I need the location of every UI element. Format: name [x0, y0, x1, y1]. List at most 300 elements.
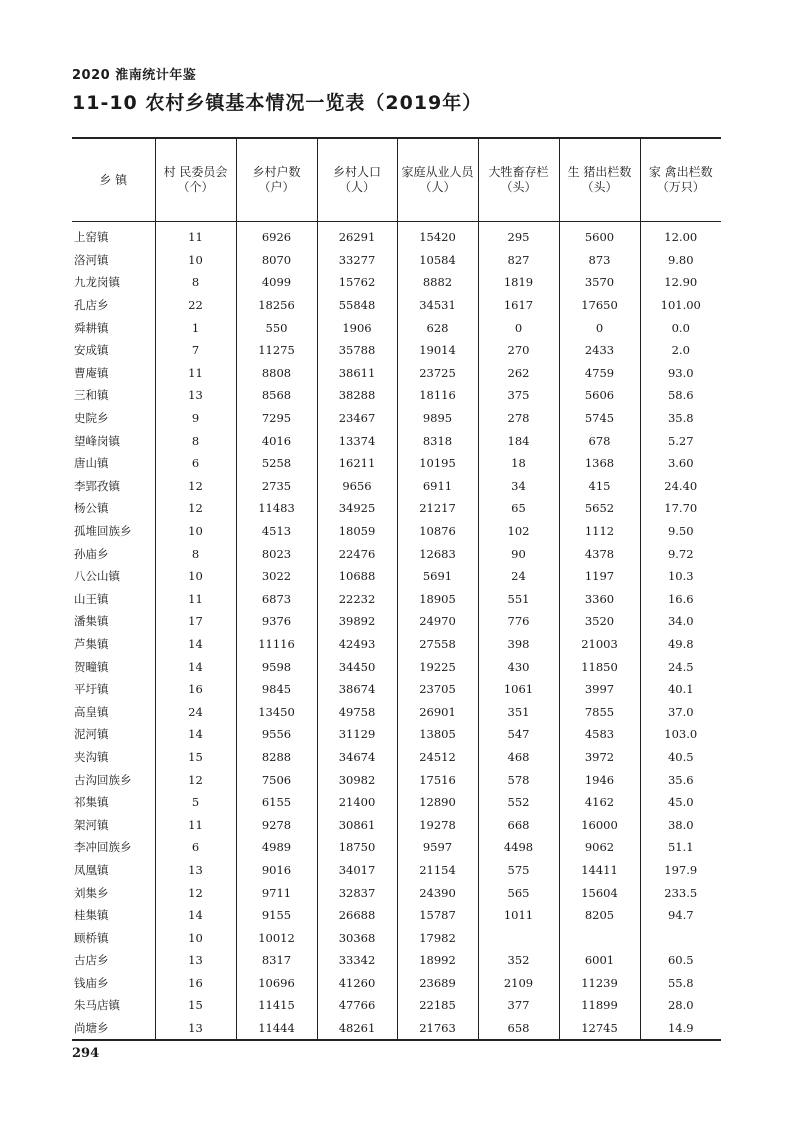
table-cell: 12 — [155, 475, 236, 498]
table-row — [72, 316, 721, 339]
table-cell: 30861 — [317, 813, 397, 836]
running-head: 2020 淮南统计年鉴 — [72, 68, 197, 83]
table-cell: 4099 — [236, 271, 317, 294]
table-cell: 24.5 — [640, 655, 721, 678]
table-cell: 11850 — [559, 655, 640, 678]
table-cell: 11899 — [559, 994, 640, 1017]
township-name-cell: 尚塘乡 — [74, 1021, 109, 1036]
table-cell: 23705 — [397, 678, 478, 701]
table-cell: 13 — [155, 859, 236, 882]
township-name-cell: 安成镇 — [74, 343, 109, 358]
table-body — [72, 222, 721, 1041]
table-cell: 468 — [478, 746, 559, 769]
table-cell: 1819 — [478, 271, 559, 294]
township-name-cell: 古店乡 — [74, 953, 109, 968]
table-cell: 15787 — [397, 904, 478, 927]
table-row — [72, 497, 721, 520]
table-cell: 42493 — [317, 633, 397, 656]
table-cell: 16 — [155, 972, 236, 995]
table-cell: 26688 — [317, 904, 397, 927]
table-cell: 377 — [478, 994, 559, 1017]
township-name-cell: 三和镇 — [74, 388, 109, 403]
table-cell: 8808 — [236, 362, 317, 385]
table-cell: 21003 — [559, 633, 640, 656]
table-cell: 19225 — [397, 655, 478, 678]
table-cell: 11444 — [236, 1017, 317, 1041]
table-cell: 10696 — [236, 972, 317, 995]
table-cell: 35.6 — [640, 768, 721, 791]
table-cell: 0 — [559, 316, 640, 339]
table-cell: 1617 — [478, 294, 559, 317]
township-name-cell: 上窑镇 — [74, 230, 109, 245]
township-name-cell: 舜耕镇 — [74, 320, 109, 335]
table-cell: 60.5 — [640, 949, 721, 972]
page-number: 294 — [72, 1046, 100, 1061]
table-row — [72, 384, 721, 407]
table-cell: 30982 — [317, 768, 397, 791]
table-cell: 9062 — [559, 836, 640, 859]
table-cell: 552 — [478, 791, 559, 814]
table-row — [72, 407, 721, 430]
table-cell: 18905 — [397, 588, 478, 611]
table-cell: 51.1 — [640, 836, 721, 859]
table-cell: 41260 — [317, 972, 397, 995]
table-cell: 8 — [155, 542, 236, 565]
table-cell: 270 — [478, 339, 559, 362]
township-name-cell: 孙庙乡 — [74, 546, 109, 561]
table-cell: 8205 — [559, 904, 640, 927]
table-cell: 4378 — [559, 542, 640, 565]
table-cell: 3570 — [559, 271, 640, 294]
table-cell: 47766 — [317, 994, 397, 1017]
table-cell: 13 — [155, 949, 236, 972]
table-cell: 21154 — [397, 859, 478, 882]
table-cell: 1197 — [559, 565, 640, 588]
township-name-cell: 李冲回族乡 — [74, 840, 132, 855]
table-cell: 22185 — [397, 994, 478, 1017]
township-name-cell: 八公山镇 — [74, 569, 120, 584]
table-row — [72, 565, 721, 588]
table-cell: 6926 — [236, 222, 317, 249]
table-cell: 21763 — [397, 1017, 478, 1041]
table-cell: 578 — [478, 768, 559, 791]
table-cell: 11415 — [236, 994, 317, 1017]
table-cell: 1906 — [317, 316, 397, 339]
table-cell: 16.6 — [640, 588, 721, 611]
table-cell: 5600 — [559, 222, 640, 249]
table-cell: 45.0 — [640, 791, 721, 814]
table-row — [72, 949, 721, 972]
table-cell: 34017 — [317, 859, 397, 882]
table-cell: 65 — [478, 497, 559, 520]
table-cell: 34450 — [317, 655, 397, 678]
table-cell: 103.0 — [640, 723, 721, 746]
table-row — [72, 542, 721, 565]
table-row — [72, 633, 721, 656]
table-cell: 11116 — [236, 633, 317, 656]
table-cell: 9.80 — [640, 249, 721, 272]
table-cell: 1061 — [478, 678, 559, 701]
table-row — [72, 904, 721, 927]
table-cell: 11483 — [236, 497, 317, 520]
table-cell: 10 — [155, 565, 236, 588]
table-row — [72, 588, 721, 611]
table-cell: 40.5 — [640, 746, 721, 769]
township-name-cell: 李郢孜镇 — [74, 478, 120, 493]
table-cell: 575 — [478, 859, 559, 882]
table-header-row — [72, 138, 721, 222]
table-cell: 1 — [155, 316, 236, 339]
table-row — [72, 1017, 721, 1041]
table-row — [72, 610, 721, 633]
table-row — [72, 655, 721, 678]
table-cell: 13805 — [397, 723, 478, 746]
table-cell: 94.7 — [640, 904, 721, 927]
table-cell: 11 — [155, 222, 236, 249]
township-name-cell: 桂集镇 — [74, 908, 109, 923]
table-cell: 5652 — [559, 497, 640, 520]
table-cell: 9711 — [236, 881, 317, 904]
table-row — [72, 475, 721, 498]
table-cell: 827 — [478, 249, 559, 272]
table-row — [72, 746, 721, 769]
table-cell: 34925 — [317, 497, 397, 520]
township-name-cell: 平圩镇 — [74, 682, 109, 697]
township-name-cell: 凤凰镇 — [74, 862, 109, 877]
table-cell: 8 — [155, 271, 236, 294]
table-cell: 14 — [155, 655, 236, 678]
table-row — [72, 294, 721, 317]
table-cell: 678 — [559, 429, 640, 452]
table-cell: 197.9 — [640, 859, 721, 882]
table-row — [72, 859, 721, 882]
table-cell: 18059 — [317, 520, 397, 543]
table-row — [72, 678, 721, 701]
table-cell: 34674 — [317, 746, 397, 769]
table-cell: 3.60 — [640, 452, 721, 475]
table-cell: 90 — [478, 542, 559, 565]
table-cell: 40.1 — [640, 678, 721, 701]
column-header: 家 禽出栏数（万只） — [640, 138, 721, 222]
table-cell: 3997 — [559, 678, 640, 701]
table-row — [72, 881, 721, 904]
table-cell: 1946 — [559, 768, 640, 791]
table-cell: 16211 — [317, 452, 397, 475]
table-row — [72, 994, 721, 1017]
table-row — [72, 926, 721, 949]
table-cell: 2.0 — [640, 339, 721, 362]
table-cell: 18 — [478, 452, 559, 475]
table-cell: 415 — [559, 475, 640, 498]
township-name-cell: 望峰岗镇 — [74, 433, 120, 448]
table-cell: 18116 — [397, 384, 478, 407]
table-cell: 3520 — [559, 610, 640, 633]
table-cell: 9598 — [236, 655, 317, 678]
table-cell: 2735 — [236, 475, 317, 498]
table-cell: 31129 — [317, 723, 397, 746]
table-cell: 7 — [155, 339, 236, 362]
table-cell: 26291 — [317, 222, 397, 249]
table-cell: 23467 — [317, 407, 397, 430]
table-cell: 10 — [155, 926, 236, 949]
table-title: 11-10 农村乡镇基本情况一览表（2019年） — [72, 92, 483, 114]
table-cell: 49.8 — [640, 633, 721, 656]
table-cell: 9895 — [397, 407, 478, 430]
column-header: 乡村人口（人） — [317, 138, 397, 222]
table-cell: 30368 — [317, 926, 397, 949]
table-row — [72, 271, 721, 294]
table-cell: 15604 — [559, 881, 640, 904]
table-cell: 12.00 — [640, 222, 721, 249]
table-cell: 9845 — [236, 678, 317, 701]
table-cell: 10688 — [317, 565, 397, 588]
table-cell: 12683 — [397, 542, 478, 565]
table-cell: 668 — [478, 813, 559, 836]
table-cell: 1112 — [559, 520, 640, 543]
table-row — [72, 249, 721, 272]
table-cell: 17.70 — [640, 497, 721, 520]
table-cell: 8 — [155, 429, 236, 452]
township-name-cell: 贺疃镇 — [74, 659, 109, 674]
table-cell: 24 — [155, 700, 236, 723]
table-cell: 35.8 — [640, 407, 721, 430]
table-cell: 55848 — [317, 294, 397, 317]
table-cell: 19278 — [397, 813, 478, 836]
table-cell: 102 — [478, 520, 559, 543]
table-cell: 27558 — [397, 633, 478, 656]
table-row — [72, 339, 721, 362]
table-cell: 101.00 — [640, 294, 721, 317]
table-cell: 15 — [155, 994, 236, 1017]
table-cell: 10.3 — [640, 565, 721, 588]
table-cell: 6001 — [559, 949, 640, 972]
table-cell: 10584 — [397, 249, 478, 272]
table-cell: 3360 — [559, 588, 640, 611]
table-cell: 11 — [155, 588, 236, 611]
table-cell: 776 — [478, 610, 559, 633]
table-cell: 18992 — [397, 949, 478, 972]
column-header: 村 民委员会（个） — [155, 138, 236, 222]
table-cell: 32837 — [317, 881, 397, 904]
table-cell: 18256 — [236, 294, 317, 317]
table-cell: 16000 — [559, 813, 640, 836]
table-cell: 262 — [478, 362, 559, 385]
table-cell: 14411 — [559, 859, 640, 882]
township-name-cell: 高皇镇 — [74, 704, 109, 719]
township-name-cell: 九龙岗镇 — [74, 275, 120, 290]
table-cell: 48261 — [317, 1017, 397, 1041]
table-cell: 17982 — [397, 926, 478, 949]
table-cell: 13 — [155, 1017, 236, 1041]
table-cell: 8023 — [236, 542, 317, 565]
table-cell: 12 — [155, 768, 236, 791]
table-cell: 565 — [478, 881, 559, 904]
table-cell: 14 — [155, 633, 236, 656]
table-cell: 19014 — [397, 339, 478, 362]
table-cell: 5.27 — [640, 429, 721, 452]
township-name-cell: 唐山镇 — [74, 456, 109, 471]
table-cell: 17 — [155, 610, 236, 633]
table-cell: 12.90 — [640, 271, 721, 294]
table-cell: 4583 — [559, 723, 640, 746]
table-cell: 3022 — [236, 565, 317, 588]
table-cell: 17650 — [559, 294, 640, 317]
township-name-cell: 顾桥镇 — [74, 930, 109, 945]
table-cell: 295 — [478, 222, 559, 249]
table-cell: 24.40 — [640, 475, 721, 498]
table-row — [72, 452, 721, 475]
table-cell: 18750 — [317, 836, 397, 859]
table-row — [72, 836, 721, 859]
township-name-cell: 刘集乡 — [74, 885, 109, 900]
table-row — [72, 362, 721, 385]
table-cell: 33342 — [317, 949, 397, 972]
table-row — [72, 813, 721, 836]
table-cell: 547 — [478, 723, 559, 746]
table-row — [72, 520, 721, 543]
township-name-cell: 架河镇 — [74, 817, 109, 832]
column-header: 生 猪出栏数（头） — [559, 138, 640, 222]
township-name-cell: 芦集镇 — [74, 636, 109, 651]
table-cell: 24512 — [397, 746, 478, 769]
table-cell: 4759 — [559, 362, 640, 385]
table-cell: 9.72 — [640, 542, 721, 565]
township-name-cell: 孤堆回族乡 — [74, 524, 132, 539]
table-cell: 12 — [155, 497, 236, 520]
table-cell: 10 — [155, 520, 236, 543]
table-cell: 8288 — [236, 746, 317, 769]
table-cell: 26901 — [397, 700, 478, 723]
table-cell: 0.0 — [640, 316, 721, 339]
table-cell: 9597 — [397, 836, 478, 859]
table-cell: 15420 — [397, 222, 478, 249]
table-cell: 6155 — [236, 791, 317, 814]
table-cell: 11275 — [236, 339, 317, 362]
table-cell: 1011 — [478, 904, 559, 927]
table-cell: 7855 — [559, 700, 640, 723]
township-name-cell: 钱庙乡 — [74, 975, 109, 990]
table-cell: 9556 — [236, 723, 317, 746]
table-cell: 7295 — [236, 407, 317, 430]
table-cell: 0 — [478, 316, 559, 339]
table-cell: 33277 — [317, 249, 397, 272]
table-cell: 14 — [155, 723, 236, 746]
table-cell: 4016 — [236, 429, 317, 452]
table-cell: 38611 — [317, 362, 397, 385]
table-cell: 38288 — [317, 384, 397, 407]
table-cell: 658 — [478, 1017, 559, 1041]
township-name-cell: 祁集镇 — [74, 795, 109, 810]
table-cell: 23689 — [397, 972, 478, 995]
table-cell: 8318 — [397, 429, 478, 452]
table-row — [72, 791, 721, 814]
table-cell: 4162 — [559, 791, 640, 814]
township-name-cell: 史院乡 — [74, 411, 109, 426]
table-cell: 21400 — [317, 791, 397, 814]
table-cell: 28.0 — [640, 994, 721, 1017]
table-cell: 12 — [155, 881, 236, 904]
table-cell: 9016 — [236, 859, 317, 882]
table-cell: 34 — [478, 475, 559, 498]
table-cell: 39892 — [317, 610, 397, 633]
table-row — [72, 700, 721, 723]
table-cell: 5745 — [559, 407, 640, 430]
township-name-cell: 潘集镇 — [74, 614, 109, 629]
township-name-cell: 曹庵镇 — [74, 365, 109, 380]
table-cell: 5691 — [397, 565, 478, 588]
table-cell: 4513 — [236, 520, 317, 543]
table-cell: 6 — [155, 452, 236, 475]
table-cell: 11 — [155, 813, 236, 836]
table-cell: 13374 — [317, 429, 397, 452]
table-cell: 8070 — [236, 249, 317, 272]
table-cell: 21217 — [397, 497, 478, 520]
table-cell: 9.50 — [640, 520, 721, 543]
table-cell: 6 — [155, 836, 236, 859]
table-cell: 34.0 — [640, 610, 721, 633]
table-cell: 15762 — [317, 271, 397, 294]
table-cell: 9656 — [317, 475, 397, 498]
table-cell: 628 — [397, 316, 478, 339]
table-cell: 17516 — [397, 768, 478, 791]
table-cell: 22232 — [317, 588, 397, 611]
table-cell: 5258 — [236, 452, 317, 475]
column-header: 乡 镇 — [72, 138, 155, 222]
table-cell: 34531 — [397, 294, 478, 317]
table-cell: 4498 — [478, 836, 559, 859]
table-cell: 55.8 — [640, 972, 721, 995]
township-name-cell: 洛河镇 — [74, 252, 109, 267]
table-cell — [478, 926, 559, 949]
table-cell: 9 — [155, 407, 236, 430]
table-cell: 5 — [155, 791, 236, 814]
table-cell: 11239 — [559, 972, 640, 995]
table-cell: 10012 — [236, 926, 317, 949]
table-cell: 10 — [155, 249, 236, 272]
table-cell: 8882 — [397, 271, 478, 294]
table-row — [72, 972, 721, 995]
township-name-cell: 夹沟镇 — [74, 749, 109, 764]
table-cell: 375 — [478, 384, 559, 407]
table-cell: 12745 — [559, 1017, 640, 1041]
table-cell: 14 — [155, 904, 236, 927]
table-cell: 5606 — [559, 384, 640, 407]
table-cell: 351 — [478, 700, 559, 723]
table-cell: 184 — [478, 429, 559, 452]
table-cell: 278 — [478, 407, 559, 430]
township-name-cell: 山王镇 — [74, 591, 109, 606]
table-cell: 2109 — [478, 972, 559, 995]
table-cell: 551 — [478, 588, 559, 611]
table-cell: 3972 — [559, 746, 640, 769]
table-cell: 13450 — [236, 700, 317, 723]
table-cell: 10876 — [397, 520, 478, 543]
table-cell: 24970 — [397, 610, 478, 633]
table-cell: 9376 — [236, 610, 317, 633]
table-cell: 7506 — [236, 768, 317, 791]
table-row — [72, 429, 721, 452]
table-cell: 233.5 — [640, 881, 721, 904]
table-cell — [640, 926, 721, 949]
table-cell: 10195 — [397, 452, 478, 475]
table-cell: 58.6 — [640, 384, 721, 407]
table-container — [72, 137, 721, 1041]
table-cell: 38674 — [317, 678, 397, 701]
table-cell: 398 — [478, 633, 559, 656]
table-cell: 23725 — [397, 362, 478, 385]
table-cell: 24 — [478, 565, 559, 588]
table-cell: 9278 — [236, 813, 317, 836]
